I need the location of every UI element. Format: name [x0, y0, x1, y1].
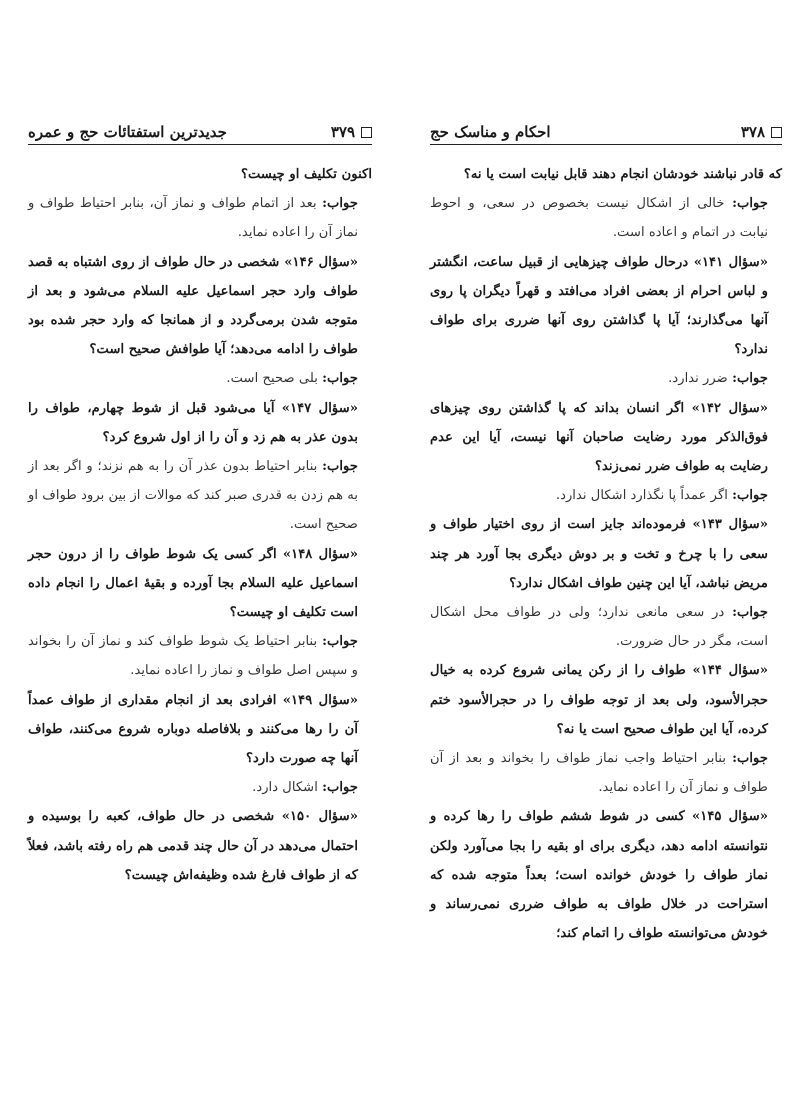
answer-paragraph: [430, 189, 782, 247]
running-title: جدیدترین استفتائات حج و عمره: [28, 123, 227, 141]
question-paragraph: «سؤال ۱۴۵» کسی در شوط ششم طواف را رها کرده و نتوانسته ادامه دهد، دیگری برای او بقیه را بجا می‌آورد ولکن نماز طواف را خودش خوانده است؛ بعداً متوجه شده که استراحت در خلال طواف به طواف ضرری نمی‌رساند و خودش می‌توانسته طواف را اتمام کند؛: [430, 809, 768, 942]
answer-label: جواب:: [322, 371, 358, 387]
page-number: ۳۷۸: [740, 123, 765, 141]
question-paragraph: «سؤال ۱۴۱» درحال طواف چیزهایی از قبیل ساعت، انگشتر و لباس احرام از بعضی افراد می‌افتد و قهراً دیگران پا روی آنها می‌گذارند؛ آیا پا گذاشتن روی آنها ضرری برای طواف ندارد؟: [430, 254, 768, 358]
answer-paragraph: [28, 364, 372, 393]
answer-label: جواب:: [732, 196, 768, 212]
answer-label: جواب:: [322, 634, 358, 650]
running-title: احکام و مناسک حج: [430, 123, 551, 141]
question-paragraph: «سؤال ۱۵۰» شخصی در حال طواف، کعبه را بوسیده و احتمال می‌دهد در آن حال چند قدمی هم راه رفته باشد، فعلاً که از طواف فارغ شده وظیفه‌اش چیست؟: [28, 809, 358, 883]
answer-text: خالی از اشکال نیست بخصوص در سعی، و احوط نیابت در اتمام و اعاده است.: [430, 196, 768, 241]
answer-paragraph: [28, 189, 372, 247]
question-paragraph: «سؤال ۱۴۲» اگر انسان بداند که پا گذاشتن روی چیزهای فوق‌الذکر مورد رضایت صاحبان آنها نیست، آیا این عدم رضایت به طواف ضرر نمی‌زند؟: [430, 400, 768, 475]
answer-text: در سعی مانعی ندارد؛ ولی در طواف محل اشکال است، مگر در حال ضرورت.: [430, 605, 768, 650]
question-paragraph: «سؤال ۱۴۸» اگر کسی یک شوط طواف را از درون حجر اسماعیل علیه السلام بجا آورده و بقیهٔ اعمال را انجام داده است تکلیف او چیست؟: [28, 546, 358, 621]
answer-paragraph: [430, 598, 782, 656]
right-page-content: [430, 160, 782, 948]
page-number-group: [331, 123, 372, 141]
left-page-content: [28, 160, 372, 890]
page-number: ۳۷۹: [330, 123, 355, 141]
answer-label: جواب:: [322, 780, 358, 796]
right-page-header: [430, 120, 782, 145]
question-paragraph: که قادر نباشند خودشان انجام دهند قابل نیابت است یا نه؟: [463, 167, 782, 182]
answer-label: جواب:: [732, 605, 768, 621]
answer-text: بنابر احتیاط بدون عذر آن را به هم نزند؛ و اگر بعد از به هم زدن به قدری صبر کند که موالات از بین برود طواف او صحیح است.: [28, 459, 358, 533]
right-page: [400, 0, 800, 1100]
answer-text: بعد از اتمام طواف و نماز آن، بنابر احتیاط طواف و نماز آن را اعاده نماید.: [28, 196, 358, 241]
question-paragraph: «سؤال ۱۴۴» طواف را از رکن یمانی شروع کرده به خیال حجرالأسود، ولی بعد از توجه طواف را در حجرالأسود ختم کرده، آیا این طواف صحیح است یا نه؟: [430, 663, 768, 737]
question-paragraph: «سؤال ۱۴۹» افرادی بعد از انجام مقداری از طواف عمداً آن را رها می‌کنند و بلافاصله دوباره شروع می‌کنند، طواف آنها چه صورت دارد؟: [28, 692, 358, 767]
left-page-header: [28, 120, 372, 145]
answer-label: جواب:: [322, 196, 358, 212]
answer-text: ضرر ندارد.: [668, 371, 733, 387]
answer-paragraph: [430, 744, 782, 802]
answer-text: بنابر احتیاط یک شوط طواف کند و نماز آن را بخواند و سپس اصل طواف و نماز را اعاده نماید.: [28, 634, 358, 679]
question-paragraph: «سؤال ۱۴۶» شخصی در حال طواف از روی اشتباه به قصد طواف وارد حجر اسماعیل علیه السلام می‌شود و بعد از متوجه شدن برمی‌گردد و از همانجا که وارد حجر شده بود طواف را ادامه می‌دهد؛ آیا طوافش صحیح است؟: [28, 254, 358, 358]
answer-text: بلی صحیح است.: [226, 371, 323, 387]
answer-text: اگر عمداً پا نگذارد اشکال ندارد.: [555, 488, 733, 504]
answer-paragraph: [28, 773, 372, 802]
answer-text: اشکال دارد.: [252, 780, 323, 796]
answer-label: جواب:: [732, 488, 768, 504]
answer-label: جواب:: [322, 459, 358, 475]
page-number-group: [741, 123, 782, 141]
answer-paragraph: [28, 452, 372, 540]
question-paragraph: «سؤال ۱۴۷» آیا می‌شود قبل از شوط چهارم، طواف را بدون عذر به هم زد و آن را از اول شروع کرد؟: [28, 400, 358, 445]
answer-text: بنابر احتیاط واجب نماز طواف را بخواند و بعد از آن طواف و نماز آن را اعاده نماید.: [430, 751, 768, 796]
answer-label: جواب:: [732, 371, 768, 387]
answer-label: جواب:: [732, 751, 768, 767]
square-ornament-icon: [771, 127, 782, 138]
square-ornament-icon: [361, 127, 372, 138]
answer-paragraph: [28, 627, 372, 685]
answer-paragraph: [430, 364, 782, 393]
question-paragraph: اکنون تکلیف او چیست؟: [240, 167, 372, 182]
answer-paragraph: [430, 481, 782, 510]
question-paragraph: «سؤال ۱۴۳» فرموده‌اند جایز است از روی اختیار طواف و سعی را با چرخ و تخت و بر دوش دیگری بجا آورد هر چند مریض نباشد، آیا این چنین طواف اشکال ندارد؟: [430, 517, 768, 591]
